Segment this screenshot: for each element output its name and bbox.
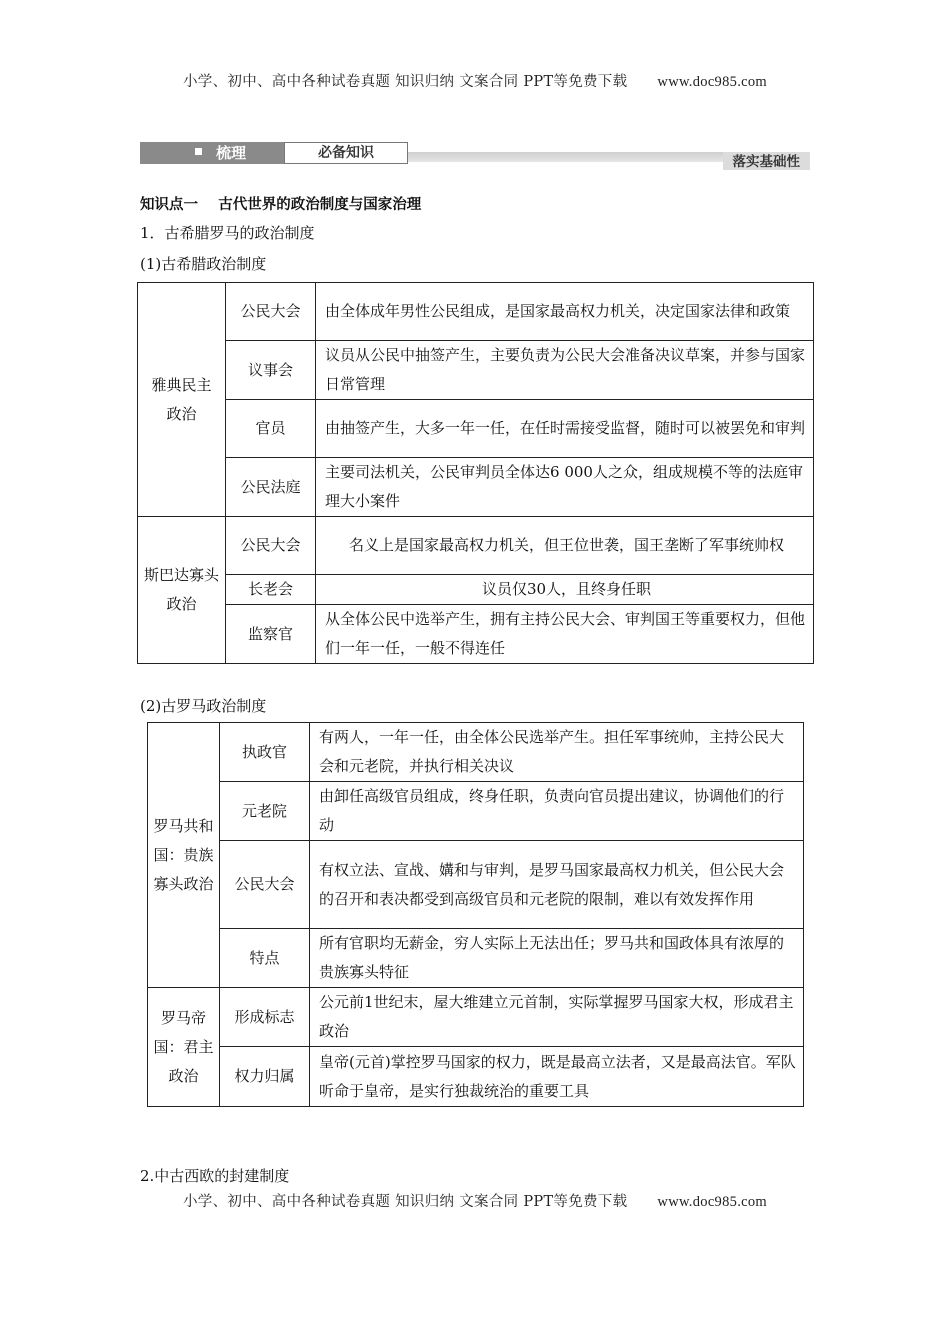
description-cell: 由全体成年男性公民组成，是国家最高权力机关，决定国家法律和政策 xyxy=(316,283,814,341)
table-row xyxy=(138,283,814,341)
institution-cell: 公民法庭 xyxy=(226,458,316,517)
table-row xyxy=(148,782,804,841)
institution-cell: 特点 xyxy=(220,929,310,988)
description-cell: 主要司法机关，公民审判员全体达6 000人之众，组成规模不等的法庭审理大小案件 xyxy=(316,458,814,517)
description-cell: 由抽签产生，大多一年一任，在任时需接受监督，随时可以被罢免和审判 xyxy=(316,400,814,458)
institution-cell: 监察官 xyxy=(226,605,316,664)
section-banner xyxy=(140,142,810,170)
square-bullet-icon xyxy=(195,148,202,155)
institution-cell: 公民大会 xyxy=(226,283,316,341)
institution-cell: 议事会 xyxy=(226,341,316,400)
banner-left xyxy=(140,142,284,164)
table-row xyxy=(138,400,814,458)
item-2-heading: 2.中古西欧的封建制度 xyxy=(140,1167,290,1185)
category-cell: 罗马共和国：贵族寡头政治 xyxy=(148,723,220,988)
institution-cell: 形成标志 xyxy=(220,988,310,1047)
table-row xyxy=(138,341,814,400)
section-title: 知识点一 古代世界的政治制度与国家治理 xyxy=(140,197,422,213)
description-cell: 有权立法、宣战、媾和与审判，是罗马国家最高权力机关，但公民大会的召开和表决都受到高级官员和元老院的限制，难以有效发挥作用 xyxy=(310,841,804,929)
category-cell: 雅典民主政治 xyxy=(138,283,226,517)
description-cell: 议员从公民中抽签产生，主要负责为公民大会准备决议草案，并参与国家日常管理 xyxy=(316,341,814,400)
description-cell: 皇帝(元首)掌控罗马国家的权力，既是最高立法者，又是最高法官。军队听命于皇帝，是实行独裁统治的重要工具 xyxy=(310,1047,804,1107)
institution-cell: 公民大会 xyxy=(220,841,310,929)
institution-cell: 执政官 xyxy=(220,723,310,782)
table-row xyxy=(148,988,804,1047)
table-row xyxy=(148,723,804,782)
banner-tag: 必备知识 xyxy=(284,142,408,164)
description-cell: 名义上是国家最高权力机关，但王位世袭，国王垄断了军事统帅权 xyxy=(316,517,814,575)
greece-politics-table xyxy=(137,282,814,664)
greece-subheading: (1)古希腊政治制度 xyxy=(140,255,267,273)
category-cell: 罗马帝国：君主政治 xyxy=(148,988,220,1107)
table-row xyxy=(148,929,804,988)
banner-right-label: 落实基础性 xyxy=(723,152,811,170)
item-1-heading: 1．古希腊罗马的政治制度 xyxy=(140,224,315,242)
table-row xyxy=(138,605,814,664)
table-row xyxy=(138,575,814,605)
header-url[interactable]: www.doc985.com xyxy=(657,74,767,90)
table-row xyxy=(148,841,804,929)
institution-cell: 官员 xyxy=(226,400,316,458)
institution-cell: 长老会 xyxy=(226,575,316,605)
footer-text: 小学、初中、高中各种试卷真题 知识归纳 文案合同 PPT等免费下载 xyxy=(183,1194,628,1210)
description-cell: 有两人，一年一任，由全体公民选举产生。担任军事统帅，主持公民大会和元老院，并执行相关决议 xyxy=(310,723,804,782)
table-row xyxy=(138,517,814,575)
description-cell: 议员仅30人，且终身任职 xyxy=(316,575,814,605)
category-cell: 斯巴达寡头政治 xyxy=(138,517,226,664)
header-text: 小学、初中、高中各种试卷真题 知识归纳 文案合同 PPT等免费下载 xyxy=(183,74,628,90)
institution-cell: 权力归属 xyxy=(220,1047,310,1107)
description-cell: 由卸任高级官员组成，终身任职，负责向官员提出建议，协调他们的行动 xyxy=(310,782,804,841)
page-header xyxy=(0,70,950,91)
rome-politics-table xyxy=(147,722,804,1107)
banner-left-label: 梳理 xyxy=(216,144,247,162)
description-cell: 公元前1世纪末，屋大维建立元首制，实际掌握罗马国家大权，形成君主政治 xyxy=(310,988,804,1047)
institution-cell: 公民大会 xyxy=(226,517,316,575)
page-footer xyxy=(0,1190,950,1211)
rome-subheading: (2)古罗马政治制度 xyxy=(140,697,267,715)
institution-cell: 元老院 xyxy=(220,782,310,841)
table-row xyxy=(138,458,814,517)
footer-url[interactable]: www.doc985.com xyxy=(657,1194,767,1210)
description-cell: 从全体公民中选举产生，拥有主持公民大会、审判国王等重要权力，但他们一年一任，一般不得连任 xyxy=(316,605,814,664)
table-row xyxy=(148,1047,804,1107)
description-cell: 所有官职均无薪金，穷人实际上无法出任；罗马共和国政体具有浓厚的贵族寡头特征 xyxy=(310,929,804,988)
